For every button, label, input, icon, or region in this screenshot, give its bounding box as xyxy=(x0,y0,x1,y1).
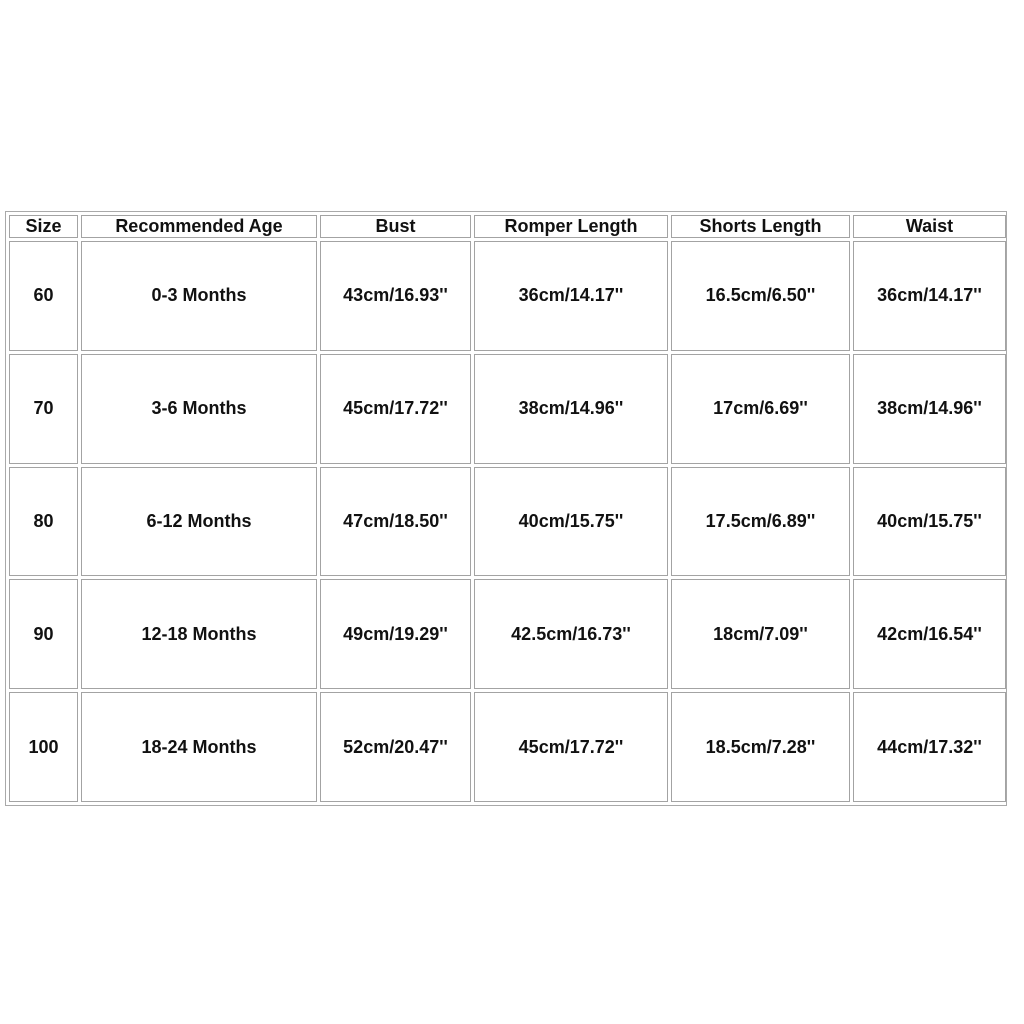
cell-waist: 38cm/14.96'' xyxy=(853,354,1006,464)
cell-recommended-age: 3-6 Months xyxy=(81,354,317,464)
table-row xyxy=(9,241,1006,351)
cell-shorts-length: 16.5cm/6.50'' xyxy=(671,241,850,351)
size-chart-table xyxy=(6,212,1009,805)
cell-bust: 47cm/18.50'' xyxy=(320,467,471,577)
cell-bust: 45cm/17.72'' xyxy=(320,354,471,464)
header-bust: Bust xyxy=(320,215,471,238)
header-waist: Waist xyxy=(853,215,1006,238)
table-row xyxy=(9,354,1006,464)
cell-size: 100 xyxy=(9,692,78,802)
table-row xyxy=(9,579,1006,689)
cell-size: 70 xyxy=(9,354,78,464)
cell-shorts-length: 18cm/7.09'' xyxy=(671,579,850,689)
header-size: Size xyxy=(9,215,78,238)
cell-recommended-age: 6-12 Months xyxy=(81,467,317,577)
cell-romper-length: 45cm/17.72'' xyxy=(474,692,668,802)
cell-romper-length: 36cm/14.17'' xyxy=(474,241,668,351)
cell-recommended-age: 0-3 Months xyxy=(81,241,317,351)
cell-size: 60 xyxy=(9,241,78,351)
header-row xyxy=(9,215,1006,238)
cell-shorts-length: 17cm/6.69'' xyxy=(671,354,850,464)
header-recommended-age: Recommended Age xyxy=(81,215,317,238)
cell-bust: 52cm/20.47'' xyxy=(320,692,471,802)
cell-romper-length: 40cm/15.75'' xyxy=(474,467,668,577)
cell-recommended-age: 12-18 Months xyxy=(81,579,317,689)
size-chart xyxy=(5,211,1007,806)
cell-waist: 40cm/15.75'' xyxy=(853,467,1006,577)
cell-shorts-length: 17.5cm/6.89'' xyxy=(671,467,850,577)
header-shorts-length: Shorts Length xyxy=(671,215,850,238)
cell-waist: 44cm/17.32'' xyxy=(853,692,1006,802)
table-row xyxy=(9,692,1006,802)
header-romper-length: Romper Length xyxy=(474,215,668,238)
cell-size: 80 xyxy=(9,467,78,577)
table-row xyxy=(9,467,1006,577)
cell-size: 90 xyxy=(9,579,78,689)
cell-romper-length: 42.5cm/16.73'' xyxy=(474,579,668,689)
cell-waist: 36cm/14.17'' xyxy=(853,241,1006,351)
cell-bust: 43cm/16.93'' xyxy=(320,241,471,351)
cell-bust: 49cm/19.29'' xyxy=(320,579,471,689)
cell-waist: 42cm/16.54'' xyxy=(853,579,1006,689)
cell-recommended-age: 18-24 Months xyxy=(81,692,317,802)
cell-romper-length: 38cm/14.96'' xyxy=(474,354,668,464)
cell-shorts-length: 18.5cm/7.28'' xyxy=(671,692,850,802)
